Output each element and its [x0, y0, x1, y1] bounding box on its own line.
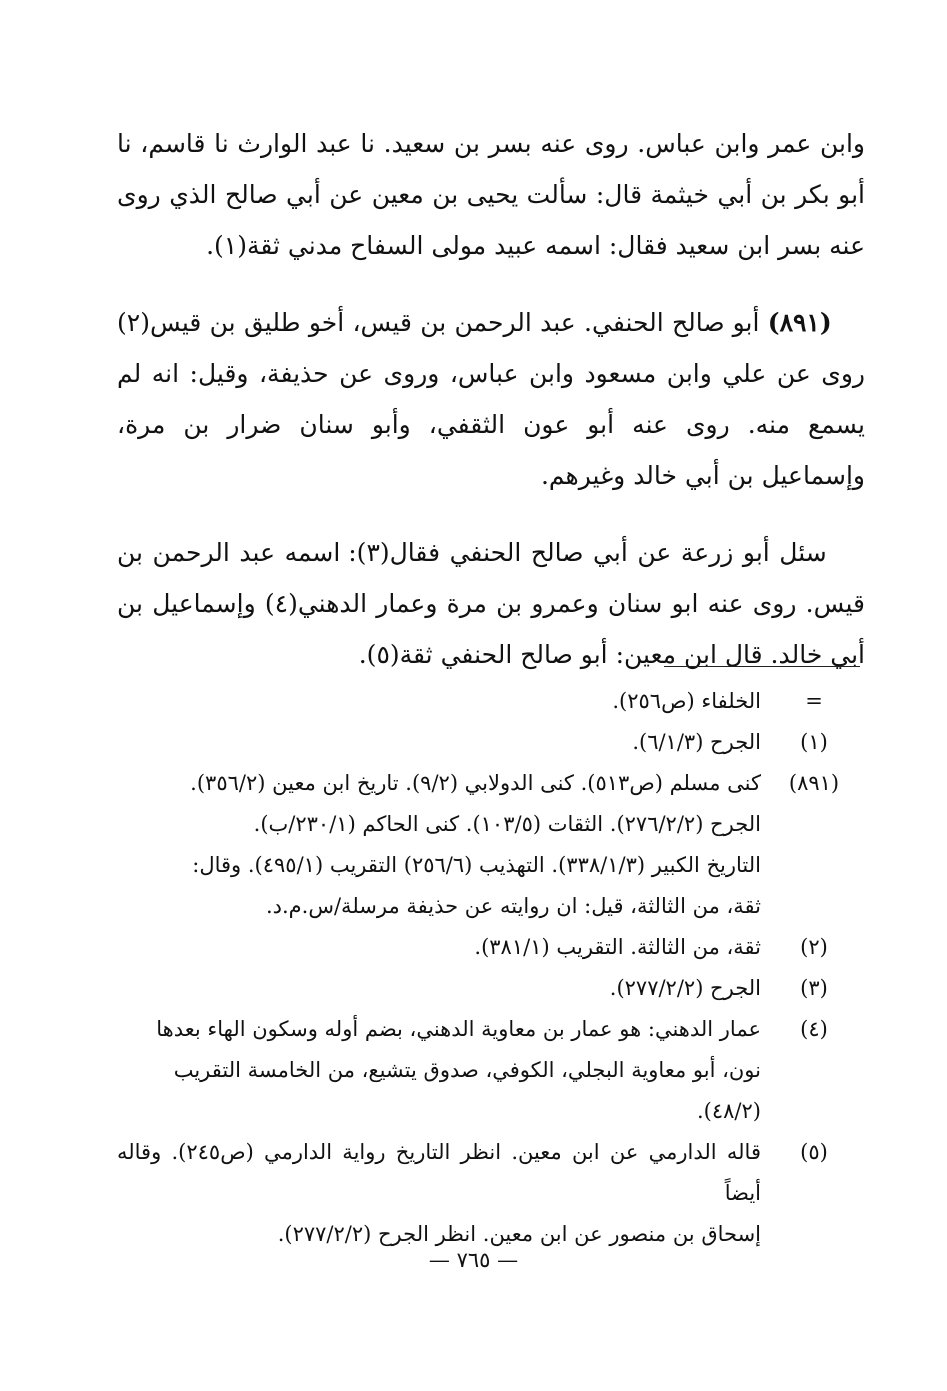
- main-text: [117, 118, 865, 706]
- footnote-text: [117, 722, 761, 763]
- footnote-label: (١): [800, 730, 828, 754]
- footnote-line: الجرح (٢٧٦/٢/٢). الثقات (١٠٣/٥). كنى الحاكم (٢٣٠/١/ب).: [253, 812, 761, 836]
- paragraph-1: [117, 118, 865, 271]
- footnote-5: [117, 1132, 867, 1255]
- paragraph-1-line-2: بكر بن أبي خيثمة قال: سألت يحيى بن معين عن أبي صالح الذي روى عنه بسر: [117, 180, 865, 260]
- footnote-label: (٣): [800, 976, 828, 1000]
- footnote-label: =: [805, 689, 823, 713]
- paragraph-3-line-3: معين: أبو صالح الحنفي ثقة(٥).: [358, 640, 677, 669]
- entry-number: (٨٩١): [767, 308, 832, 337]
- paragraph-2-line-1: أبو صالح الحنفي. عبد الرحمن بن قيس، أخو طليق بن قيس(٢) روى: [117, 308, 865, 388]
- footnote-line: ثقة، من الثالثة. التقريب (٣٨١/١).: [474, 935, 761, 959]
- paragraph-2-line-2: عن علي وابن مسعود وابن عباس، وروى عن حذيفة، وقيل: انه لم يسمع منه.: [117, 359, 865, 439]
- footnote-text: [117, 927, 761, 968]
- footnote-text: [117, 1009, 761, 1132]
- footnote-text: [117, 968, 761, 1009]
- footnote-label: (٨٩١): [788, 771, 840, 795]
- footnote-line: نون، أبو معاوية البجلي، الكوفي، صدوق يتشيع، من الخامسة التقريب: [173, 1058, 761, 1082]
- footnotes: [117, 681, 867, 1255]
- footnote-divider: [664, 666, 860, 667]
- footnote-label: (٤): [800, 1017, 828, 1041]
- footnote-line: كنى مسلم (ص٥١٣). كنى الدولابي (٩/٢). تاريخ ابن معين (٣٥٦/٢).: [190, 771, 761, 795]
- paragraph-2: [117, 297, 865, 501]
- paragraph-2-line-4: وغيرهم.: [540, 461, 626, 490]
- footnote-3: [117, 968, 867, 1009]
- footnote-line: إسحاق بن منصور عن ابن معين. انظر الجرح (٢٧٧/٢/٢).: [277, 1222, 761, 1246]
- paragraph-3-line-2: عنه ابو سنان وعمرو بن مرة وعمار الدهني(٤) وإسماعيل بن أبي خالد. قال ابن: [117, 589, 865, 669]
- paragraph-1-line-3: ابن سعيد فقال: اسمه عبيد مولى السفاح مدني ثقة(١).: [206, 231, 771, 260]
- footnote-label: (٢): [800, 935, 828, 959]
- footnote-line: الخلفاء (ص٢٥٦).: [612, 689, 761, 713]
- footnote-line: الجرح (٦/١/٣).: [632, 730, 761, 754]
- page-number: — ٧٦٥ —: [428, 1248, 519, 1272]
- footnote-line: التاريخ الكبير (٣٣٨/١/٣). التهذيب (٢٥٦/٦) التقريب (٤٩٥/١). وقال:: [192, 853, 761, 877]
- paragraph-3: [117, 527, 865, 680]
- footnote-label: (٥): [800, 1140, 828, 1164]
- footnote-4: [117, 1009, 867, 1132]
- footnote-text: [117, 1132, 761, 1255]
- footnote-line: ثقة، من الثالثة، قيل: ان روايته عن حذيفة مرسلة/س.م.د.: [265, 894, 761, 918]
- footnote-1: [117, 722, 867, 763]
- footnote-text: [117, 763, 761, 927]
- paragraph-3-line-1: سئل أبو زرعة عن أبي صالح الحنفي فقال(٣): اسمه عبد الرحمن بن قيس. روى: [117, 538, 865, 618]
- footnote-line: (٤٨/٢).: [697, 1099, 761, 1123]
- footnote-line: عمار الدهني: هو عمار بن معاوية الدهني، بضم أوله وسكون الهاء بعدها: [156, 1017, 761, 1041]
- footnote-891: [117, 763, 867, 927]
- footnote-continued: [117, 681, 867, 722]
- footnote-2: [117, 927, 867, 968]
- footnote-line: قاله الدارمي عن ابن معين. انظر التاريخ رواية الدارمي (ص٢٤٥). وقاله أيضاً: [117, 1140, 761, 1205]
- footnote-text: [117, 681, 761, 722]
- footnote-line: الجرح (٢٧٧/٢/٢).: [609, 976, 761, 1000]
- paragraph-1-line-1: وابن عمر وابن عباس. روى عنه بسر بن سعيد. نا عبد الوارث نا قاسم، نا أبو: [117, 129, 865, 209]
- paragraph-2-line-3: روى عنه أبو عون الثقفي، وأبو سنان ضرار بن مرة، وإسماعيل بن أبي خالد: [117, 410, 865, 490]
